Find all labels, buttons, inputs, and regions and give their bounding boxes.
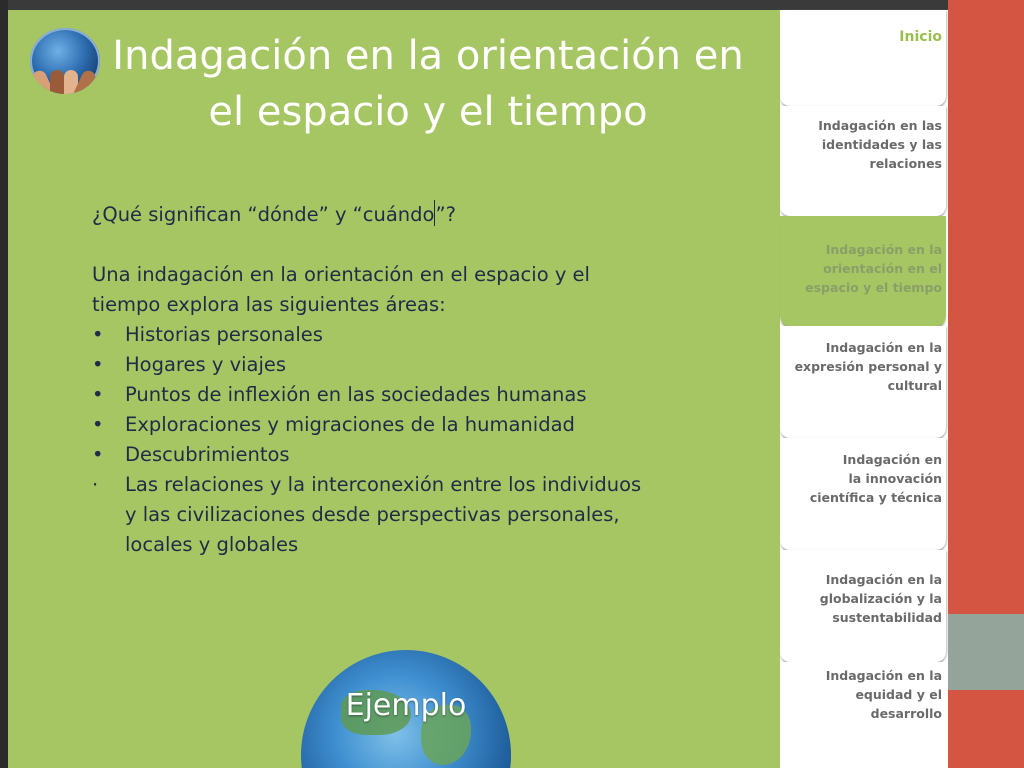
list-item [92,320,742,350]
list-item [92,410,742,440]
bullet-marker: • [92,383,104,406]
tab-label: Indagación en las [818,118,942,133]
list-item [92,350,742,380]
tab-label: globalización y la [819,591,942,606]
tab-label: Inicio [899,29,942,45]
question-text[interactable] [92,200,742,230]
bullet-text: Exploraciones y migraciones de la humanidad [125,413,575,436]
tab-equidad[interactable] [780,662,946,768]
list-item [92,440,742,470]
tab-label: Indagación en la [825,572,942,587]
tab-label: Indagación en la [825,340,942,355]
bullet-text: Puntos de inflexión en las sociedades humanas [125,383,587,406]
slide-title [98,28,758,140]
bullet-text: Historias personales [125,323,323,346]
question-text-part: ¿Qué significan “dónde” y “cuándo [92,203,435,226]
example-globe-button[interactable] [301,650,511,768]
intro-text [92,260,742,320]
tab-label: Indagación en la [825,668,942,683]
slide-title-line: el espacio y el tiempo [208,89,648,135]
window-left-bar [0,0,8,768]
example-button-label: Ejemplo [345,688,467,723]
bullet-marker: • [92,353,104,376]
tab-label: científica y técnica [809,490,942,505]
slide-body [92,200,742,560]
tab-identidades[interactable] [780,106,946,216]
tab-label: equidad y el [855,687,942,702]
tab-label: desarrollo [870,706,942,721]
tab-innovacion[interactable] [780,438,946,550]
bullet-marker: • [92,443,104,466]
globe-hands-logo-icon [30,28,100,94]
slide-title-line: Indagación en la orientación en [112,33,744,79]
tab-label: sustentabilidad [832,610,942,625]
intro-line: tiempo explora las siguientes áreas: [92,293,446,316]
sidebar-nav [780,10,948,768]
decorative-gray-block [948,614,1024,690]
tab-label: la innovación [848,471,942,486]
list-item [92,380,742,410]
bullet-text: Las relaciones y la interconexión entre los individuos [125,473,642,496]
tab-inicio[interactable] [780,10,946,106]
bullet-text: Hogares y viajes [125,353,287,376]
tab-label: orientación en el [823,261,942,276]
tab-label: espacio y el tiempo [805,280,942,295]
tab-label: identidades y las [821,137,942,152]
list-item [92,470,742,560]
areas-bullet-list [92,320,742,560]
tab-label: relaciones [869,156,942,171]
bullet-text: Descubrimientos [125,443,290,466]
window-top-bar [0,0,1024,10]
tab-orientacion[interactable] [780,216,946,326]
intro-line: Una indagación en la orientación en el espacio y el [92,263,590,286]
tab-label: Indagación en [842,452,942,467]
question-text-part: ”? [435,203,456,226]
bullet-text: locales y globales [125,533,299,556]
bullet-text: y las civilizaciones desde perspectivas personales, [125,503,620,526]
tab-label: cultural [887,378,942,393]
tab-label: Indagación en la [825,242,942,257]
bullet-marker: · [92,473,99,496]
tab-label: expresión personal y [794,359,942,374]
bullet-marker: • [92,323,104,346]
tab-globalizacion[interactable] [780,550,946,662]
bullet-marker: • [92,413,104,436]
tab-expresion[interactable] [780,326,946,438]
slide-canvas [8,10,780,768]
